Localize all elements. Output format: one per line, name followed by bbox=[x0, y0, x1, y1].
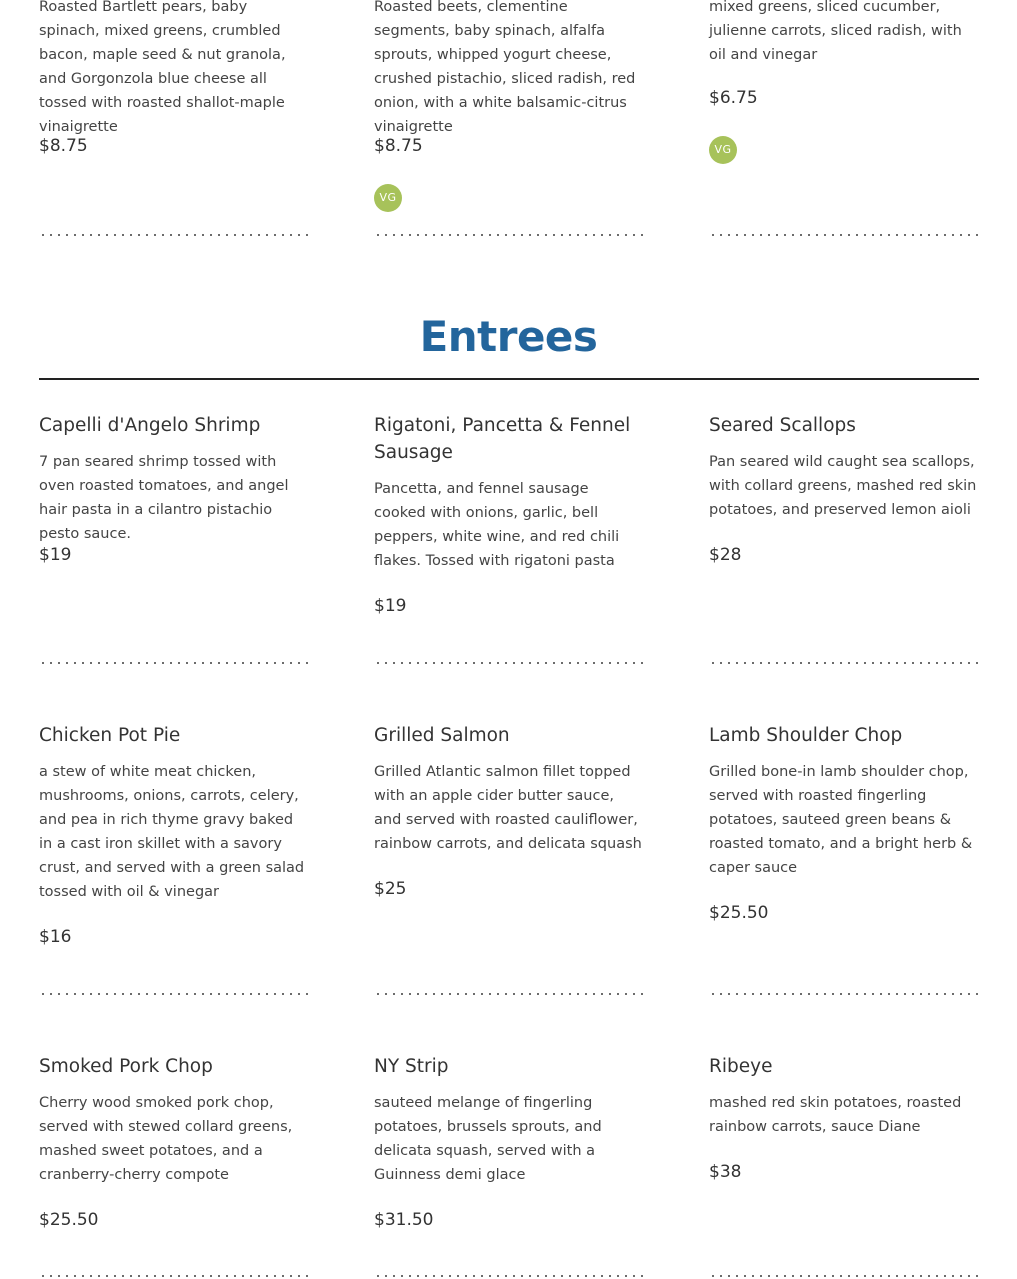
item-name: Grilled Salmon bbox=[374, 725, 510, 746]
item-name: Ribeye bbox=[709, 1056, 773, 1077]
item-name: Smoked Pork Chop bbox=[39, 1056, 213, 1077]
dotted-divider bbox=[374, 992, 644, 996]
dotted-divider bbox=[39, 992, 309, 996]
item-name: Capelli d'Angelo Shrimp bbox=[39, 415, 261, 436]
item-description: Roasted Bartlett pears, baby spinach, mixed greens, crumbled bacon, maple seed & nut granola, and Gorgonzola blue cheese all tossed with roasted shallot-maple vinaigrette bbox=[39, 0, 286, 135]
item-price: $31.50 bbox=[374, 1210, 434, 1230]
menu-item-grilled-salmon bbox=[374, 722, 644, 856]
menu-item-lamb-shoulder-chop bbox=[709, 722, 979, 880]
item-price: $25.50 bbox=[39, 1210, 99, 1230]
dotted-divider bbox=[709, 661, 979, 665]
item-description: Roasted beets, clementine segments, baby spinach, alfalfa sprouts, whipped yogurt cheese, crushed pistachio, sliced radish, red onion, with a white balsamic-citrus vinaigrette bbox=[374, 0, 636, 135]
item-price: $38 bbox=[709, 1162, 742, 1182]
item-description: Grilled Atlantic salmon fillet topped with an apple cider butter sauce, and served with roasted cauliflower, rainbow carrots, and delicata squash bbox=[374, 764, 642, 852]
vegetarian-badge: VG bbox=[374, 184, 402, 212]
item-description: Pan seared wild caught sea scallops, with collard greens, mashed red skin potatoes, and preserved lemon aioli bbox=[709, 454, 977, 518]
dotted-divider bbox=[374, 1274, 644, 1278]
item-description: Cherry wood smoked pork chop, served with stewed collard greens, mashed sweet potatoes, and a cranberry-cherry compote bbox=[39, 1095, 293, 1183]
item-price: $8.75 bbox=[374, 136, 423, 156]
item-description: Grilled bone-in lamb shoulder chop, served with roasted fingerling potatoes, sauteed green beans & roasted tomato, and a bright herb & caper sauce bbox=[709, 764, 973, 876]
menu-item-ribeye bbox=[709, 1053, 979, 1139]
menu-item-seared-scallops bbox=[709, 412, 979, 522]
item-price: $6.75 bbox=[709, 88, 758, 108]
item-name: Lamb Shoulder Chop bbox=[709, 725, 903, 746]
item-name: Chicken Pot Pie bbox=[39, 725, 181, 746]
dotted-divider bbox=[39, 661, 309, 665]
dotted-divider bbox=[374, 661, 644, 665]
menu-item-salad-2 bbox=[374, 0, 644, 139]
item-description: mashed red skin potatoes, roasted rainbow carrots, sauce Diane bbox=[709, 1095, 962, 1135]
menu-item-smoked-pork-chop bbox=[39, 1053, 309, 1187]
menu-item-ny-strip bbox=[374, 1053, 644, 1187]
item-price: $8.75 bbox=[39, 136, 88, 156]
menu-item-capelli-shrimp bbox=[39, 412, 309, 546]
dotted-divider bbox=[709, 992, 979, 996]
item-price: $28 bbox=[709, 545, 742, 565]
dotted-divider bbox=[709, 1274, 979, 1278]
item-description: a stew of white meat chicken, mushrooms, onions, carrots, celery, and pea in rich thyme gravy baked in a cast iron skillet with a savory crust, and served with a green salad tossed with oil & vinegar bbox=[39, 764, 305, 900]
item-price: $16 bbox=[39, 927, 72, 947]
section-title: Entrees bbox=[419, 312, 598, 361]
item-description: 7 pan seared shrimp tossed with oven roasted tomatoes, and angel hair pasta in a cilantro pistachio pesto sauce. bbox=[39, 454, 289, 542]
menu-item-salad-1 bbox=[39, 0, 309, 139]
menu-item-rigatoni bbox=[374, 412, 644, 573]
item-description: Pancetta, and fennel sausage cooked with onions, garlic, bell peppers, white wine, and red chili flakes. Tossed with rigatoni pasta bbox=[374, 481, 620, 569]
item-description: sauteed melange of fingerling potatoes, brussels sprouts, and delicata squash, served with a Guinness demi glace bbox=[374, 1095, 602, 1183]
item-price: $25.50 bbox=[709, 903, 769, 923]
menu-item-salad-3 bbox=[709, 0, 979, 67]
dotted-divider bbox=[709, 233, 979, 237]
dotted-divider bbox=[374, 233, 644, 237]
item-name: NY Strip bbox=[374, 1056, 449, 1077]
menu-item-chicken-pot-pie bbox=[39, 722, 309, 904]
dotted-divider bbox=[39, 1274, 309, 1278]
dotted-divider bbox=[39, 233, 309, 237]
item-name: Seared Scallops bbox=[709, 415, 856, 436]
section-rule bbox=[39, 378, 979, 380]
item-description: mixed greens, sliced cucumber, julienne carrots, sliced radish, with oil and vinegar bbox=[709, 0, 962, 63]
item-name: Rigatoni, Pancetta & Fennel Sausage bbox=[374, 415, 631, 463]
item-price: $19 bbox=[39, 545, 72, 565]
vegetarian-badge: VG bbox=[709, 136, 737, 164]
item-price: $25 bbox=[374, 879, 407, 899]
item-price: $19 bbox=[374, 596, 407, 616]
